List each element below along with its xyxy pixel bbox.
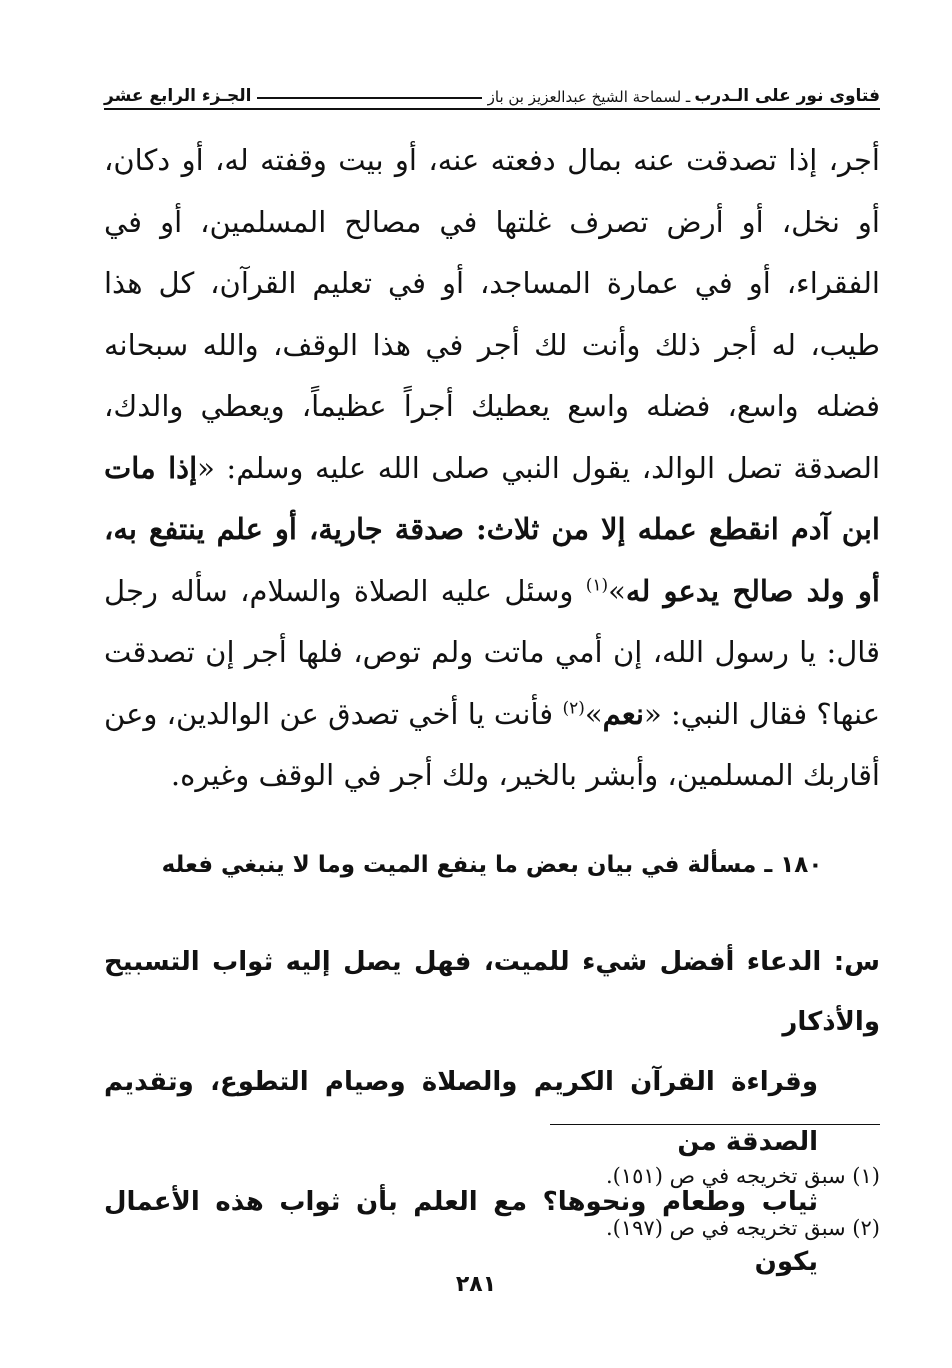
quote-close-2: »: [584, 696, 603, 731]
hadith-quote-2: نعم: [602, 696, 644, 731]
main-paragraph: [104, 130, 880, 807]
footnotes: [104, 1150, 880, 1254]
quote-close-1: »: [608, 573, 626, 608]
page-number: ٢٨١: [455, 1272, 497, 1297]
question-line-2: وقراءة القرآن الكريم والصلاة وصيام التطوع، وتقديم الصدقة من: [104, 1067, 818, 1157]
author-name: ـ لسماحة الشيخ عبدالعزيز بن باز: [487, 88, 691, 106]
header-dash-rule: [257, 97, 481, 99]
footnote-2: (٢) سبق تخريجه في ص (١٩٧).: [606, 1216, 880, 1240]
running-header: [104, 62, 880, 106]
footnote-ref-2[interactable]: (٢): [562, 697, 585, 718]
paragraph-text-2: وسئل عليه الصلاة والسلام، سأله رجل قال: يا رسول الله، إن أمي ماتت ولم توص، فلها أجر إن تصدقت عنها؟ فقال النبي: «: [104, 573, 880, 731]
footnote-1: (١) سبق تخريجه في ص (١٥١).: [606, 1164, 880, 1188]
footnote-ref-1[interactable]: (١): [585, 574, 609, 595]
section-heading: ١٨٠ ـ مسألة في بيان بعض ما ينفع الميت وما لا ينبغي فعله: [161, 852, 823, 878]
book-title: فتاوى نور على الـدرب: [694, 86, 880, 106]
header-divider: [104, 108, 880, 110]
question-line-1: س: الدعاء أفضل شيء للميت، فهل يصل إليه ثواب التسبيح والأذكار: [104, 947, 880, 1037]
footnote-divider: [550, 1124, 880, 1125]
volume-part: الجـزء الرابع عشر: [104, 86, 252, 106]
paragraph-text-1: أجر، إذا تصدقت عنه بمال دفعته عنه، أو بيت وقفته له، أو دكان، أو نخل، أو أرض تصرف غلتها في مصالح المسلمين، أو في الفقراء، أو في عمارة المساجد، أو في تعليم القرآن، كل هذا طيب، له أجر ذلك وأنت لك أجر في هذا الوقف، والله سبحانه فضله واسع، فضله واسع يعطيك أجراً عظيماً، ويعطي والدك، الصدقة تصل الوالد، يقول النبي صلى الله عليه وسلم: «: [104, 143, 881, 485]
paragraph-text-3: فأنت يا أخي تصدق عن الوالدين، وعن أقاربك المسلمين، وأبشر بالخير، ولك أجر في الوقف وغيره.: [104, 696, 880, 792]
header-author: [251, 88, 690, 106]
question-line-3: ثياب وطعام ونحوها؟ مع العلم بأن ثواب هذه الأعمال يكون: [104, 1187, 818, 1277]
hadith-quote-1: إذا مات ابن آدم انقطع عمله إلا من ثلاث: صدقة جارية، أو علم ينتفع به، أو ولد صالح يدعو له: [104, 450, 880, 608]
